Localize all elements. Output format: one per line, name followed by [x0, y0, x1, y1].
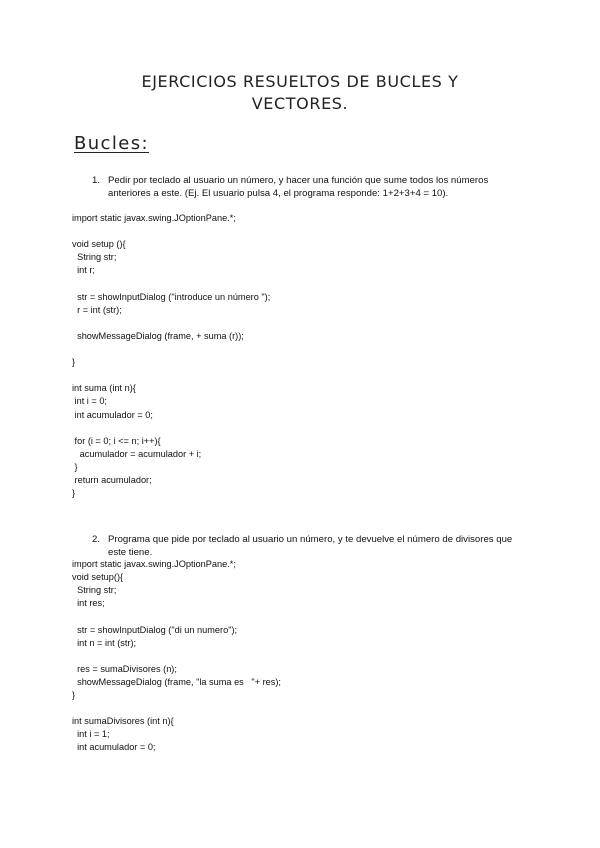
- code-line: for (i = 0; i <= n; i++){: [72, 435, 161, 446]
- code-line: showMessageDialog (frame, "la suma es "+ res);: [72, 676, 281, 687]
- document-title-line-2: VECTORES.: [251, 94, 349, 113]
- code-line: }: [72, 690, 76, 700]
- code-line: import static javax.swing.JOptionPane.*;: [72, 559, 236, 569]
- code-line: int i = 1;: [72, 729, 110, 740]
- code-line: r = int (str);: [72, 304, 122, 315]
- code-line: String str;: [72, 585, 117, 596]
- code-line: String str;: [72, 252, 117, 263]
- code-line: }: [72, 488, 76, 499]
- exercise-1-statement: [92, 174, 532, 201]
- code-line: }: [72, 357, 76, 368]
- code-line: int acumulador = 0;: [72, 742, 156, 753]
- code-line: int suma (int n){: [72, 383, 136, 394]
- exercise-1-number: 1.: [92, 175, 101, 186]
- code-line: int i = 0;: [72, 396, 107, 407]
- code-line: }: [72, 461, 78, 472]
- document-title-line-1: EJERCICIOS RESUELTOS DE BUCLES Y: [141, 72, 459, 91]
- code-line: int acumulador = 0;: [72, 409, 153, 420]
- code-line: str = showInputDialog ("di un numero");: [72, 624, 238, 635]
- code-line: showMessageDialog (frame, + suma (r));: [72, 330, 244, 341]
- exercise-1-text: Pedir por teclado al usuario un número, y hacer una función que sume todos los números anteriores a este. (Ej. El usuario pulsa 4, el programa responde: 1+2+3+4 = 10).: [108, 175, 489, 200]
- code-line: str = showInputDialog ("introduce un número ");: [72, 291, 271, 302]
- code-line: int n = int (str);: [72, 637, 137, 648]
- code-line: int r;: [72, 265, 95, 276]
- exercise-2-statement: [92, 533, 532, 560]
- exercise-2-text: Programa que pide por teclado al usuario un número, y te devuelve el número de divisores que este tiene.: [108, 534, 513, 559]
- section-heading-bucles: Bucles:: [74, 133, 149, 154]
- code-line: res = sumaDivisores (n);: [72, 663, 177, 674]
- code-line: import static javax.swing.JOptionPane.*;: [72, 213, 236, 223]
- code-line: int res;: [72, 598, 105, 609]
- code-line: return acumulador;: [72, 475, 152, 485]
- code-line: acumulador = acumulador + i;: [72, 448, 202, 459]
- code-line: void setup(){: [72, 572, 124, 583]
- exercise-2-number: 2.: [92, 534, 101, 545]
- code-line: void setup (){: [72, 239, 126, 250]
- code-line: int sumaDivisores (int n){: [72, 716, 174, 727]
